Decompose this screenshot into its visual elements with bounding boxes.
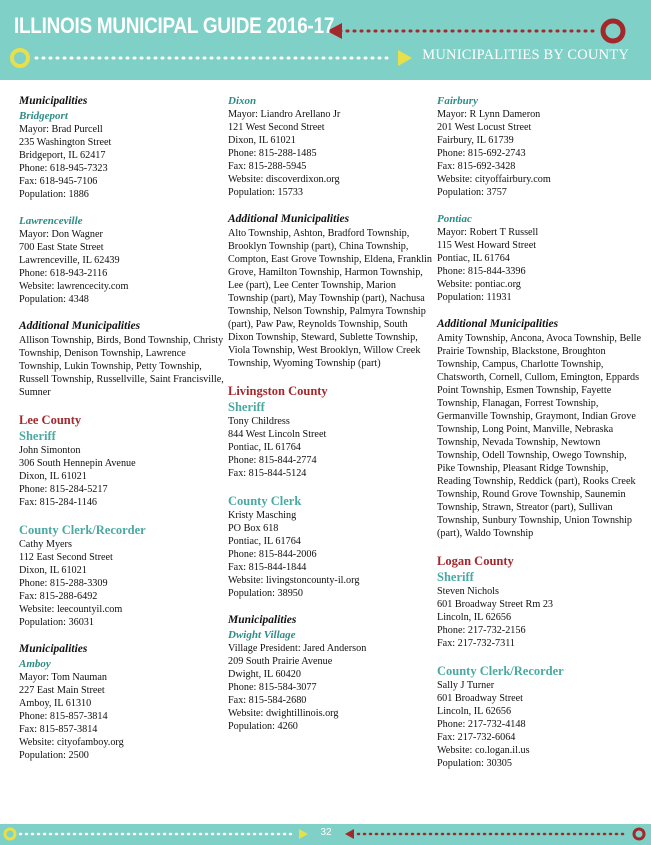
entry-line: Phone: 815-584-3077: [228, 682, 317, 693]
additional-municipalities-list: Alto Township, Ashton, Bradford Township, Brooklyn Township (part), China Township, Compton, East Grove Township, Eldena, Franklin Grove, Hamilton Township, Harmon Township, Lee (part), Lee Center Township, Marion Township (part), May Township (part), Nachusa Township, Nelson Township, Palmyra Township (part), Paw Paw, Reynolds Township, South Dixon Township, Steward, Sublette Township, Viola Township, West Brooklyn, Willow Creek Township, Wyoming Township (part): [228, 228, 432, 369]
page-header: [0, 0, 651, 80]
entry-line: Website: dwightillinois.org: [228, 708, 339, 719]
office-heading: County Clerk/Recorder: [437, 664, 564, 678]
additional-municipalities-list: Allison Township, Birds, Bond Township, Christy Township, Denison Township, Lawrence Township, Lukin Township, Petty Township, Russell Township, Russellville, Saint Francisville, Sumner: [19, 335, 224, 398]
entry-line: Website: cityofamboy.org: [19, 737, 124, 748]
arrow-left-icon: [345, 829, 354, 839]
entry-line: Website: pontiac.org: [437, 279, 521, 290]
entry-line: Population: 4348: [19, 294, 89, 305]
arrow-right-icon: [398, 50, 412, 66]
entry-line: Phone: 815-288-3309: [19, 578, 108, 589]
entry-line: Fax: 815-844-1844: [228, 562, 307, 573]
entry-line: Phone: 618-945-7323: [19, 163, 108, 174]
entry-line: Population: 3757: [437, 187, 507, 198]
entry-line: Phone: 217-732-2156: [437, 625, 526, 636]
municipality-name: Fairbury: [437, 95, 478, 107]
municipality-name: Pontiac: [437, 213, 472, 225]
entry-line: Website: lawrencecity.com: [19, 281, 129, 292]
entry-line: Fax: 815-288-5945: [228, 161, 307, 172]
entry-line: Population: 2500: [19, 750, 89, 761]
entry-line: Pontiac, IL 61764: [228, 536, 301, 547]
column-1: [19, 94, 224, 762]
entry-line: Mayor: Brad Purcell: [19, 124, 103, 135]
entry-line: Phone: 815-288-1485: [228, 148, 317, 159]
county-heading: Logan County: [437, 554, 514, 568]
entry-line: Fax: 815-857-3814: [19, 724, 98, 735]
entry-line: 700 East State Street: [19, 242, 104, 253]
entry-line: Mayor: Robert T Russell: [437, 227, 539, 238]
entry-line: 201 West Locust Street: [437, 122, 532, 133]
entry-line: Cathy Myers: [19, 539, 72, 550]
section-heading: Municipalities: [228, 614, 297, 626]
entry-line: Dixon, IL 61021: [19, 565, 87, 576]
entry-line: Website: co.logan.il.us: [437, 745, 530, 756]
municipality-name: Dixon: [228, 95, 257, 107]
entry-line: Village President: Jared Anderson: [228, 643, 367, 654]
entry-line: John Simonton: [19, 445, 81, 456]
entry-line: Mayor: R Lynn Dameron: [437, 109, 541, 120]
section-heading: Additional Municipalities: [228, 213, 350, 225]
county-heading: Lee County: [19, 413, 82, 427]
entry-line: 115 West Howard Street: [437, 240, 537, 251]
entry-line: Website: discoverdixon.org: [228, 174, 340, 185]
entry-line: Fax: 815-844-5124: [228, 468, 307, 479]
entry-line: Fax: 618-945-7106: [19, 176, 98, 187]
office-heading: Sheriff: [228, 400, 265, 414]
entry-line: Fax: 815-288-6492: [19, 591, 98, 602]
entry-line: Mayor: Tom Nauman: [19, 672, 107, 683]
entry-line: Phone: 815-844-3396: [437, 266, 526, 277]
entry-line: Website: leecountyil.com: [19, 604, 123, 615]
entry-line: Sally J Turner: [437, 680, 495, 691]
county-heading: Livingston County: [228, 384, 328, 398]
entry-line: Mayor: Don Wagner: [19, 229, 103, 240]
entry-line: Fairbury, IL 61739: [437, 135, 514, 146]
entry-line: Phone: 815-284-5217: [19, 484, 108, 495]
office-heading: County Clerk: [228, 494, 302, 508]
entry-line: Population: 4260: [228, 721, 298, 732]
entry-line: Dixon, IL 61021: [228, 135, 296, 146]
entry-line: PO Box 618: [228, 523, 279, 534]
municipality-name: Amboy: [19, 658, 51, 670]
entry-line: Dwight, IL 60420: [228, 669, 301, 680]
entry-line: Fax: 815-284-1146: [19, 497, 98, 508]
ring-icon: [634, 829, 644, 839]
entry-line: Bridgeport, IL 62417: [19, 150, 106, 161]
entry-line: Population: 1886: [19, 189, 89, 200]
entry-line: 844 West Lincoln Street: [228, 429, 327, 440]
entry-line: 235 Washington Street: [19, 137, 112, 148]
entry-line: Kristy Masching: [228, 510, 297, 521]
office-heading: Sheriff: [437, 570, 474, 584]
page-footer: [0, 824, 651, 845]
municipality-name: Dwight Village: [228, 629, 296, 641]
entry-line: 121 West Second Street: [228, 122, 325, 133]
entry-line: Steven Nichols: [437, 586, 499, 597]
entry-line: Phone: 618-943-2116: [19, 268, 108, 279]
ring-icon: [603, 21, 623, 41]
entry-line: Pontiac, IL 61764: [437, 253, 510, 264]
column-3: [437, 94, 642, 770]
entry-line: Population: 38950: [228, 588, 303, 599]
entry-line: 601 Broadway Street Rm 23: [437, 599, 554, 610]
entry-line: Population: 15733: [228, 187, 303, 198]
municipality-name: Bridgeport: [19, 110, 68, 122]
entry-line: Population: 30305: [437, 758, 512, 769]
entry-line: Phone: 815-692-2743: [437, 148, 526, 159]
entry-line: Website: livingstoncounty-il.org: [228, 575, 360, 586]
entry-line: Fax: 815-584-2680: [228, 695, 307, 706]
ring-icon: [12, 50, 28, 66]
arrow-right-icon: [299, 829, 308, 839]
entry-line: Lincoln, IL 62656: [437, 612, 512, 623]
header-decoration: [0, 0, 651, 80]
entry-line: Lawrenceville, IL 62439: [19, 255, 120, 266]
guide-title: ILLINOIS MUNICIPAL GUIDE 2016-17: [14, 13, 335, 38]
section-subtitle: MUNICIPALITIES BY COUNTY: [422, 47, 629, 63]
entry-line: Amboy, IL 61310: [19, 698, 92, 709]
entry-line: Fax: 217-732-7311: [437, 638, 516, 649]
section-heading: Municipalities: [19, 643, 88, 655]
section-heading: Additional Municipalities: [19, 320, 141, 332]
entry-line: 601 Broadway Street: [437, 693, 524, 704]
entry-line: 227 East Main Street: [19, 685, 105, 696]
entry-line: 306 South Hennepin Avenue: [19, 458, 136, 469]
office-heading: County Clerk/Recorder: [19, 523, 146, 537]
entry-line: Pontiac, IL 61764: [228, 442, 301, 453]
office-heading: Sheriff: [19, 429, 56, 443]
ring-icon: [5, 829, 15, 839]
entry-line: Tony Childress: [228, 416, 290, 427]
municipality-name: Lawrenceville: [19, 215, 83, 227]
entry-line: Phone: 217-732-4148: [437, 719, 526, 730]
entry-line: Population: 36031: [19, 617, 94, 628]
section-heading: Municipalities: [19, 95, 88, 107]
entry-line: Population: 11931: [437, 292, 512, 303]
column-2: [228, 94, 433, 733]
entry-line: 209 South Prairie Avenue: [228, 656, 333, 667]
entry-line: Phone: 815-857-3814: [19, 711, 108, 722]
entry-line: Fax: 217-732-6064: [437, 732, 516, 743]
additional-municipalities-list: Amity Township, Ancona, Avoca Township, Belle Prairie Township, Blackstone, Broughton Township, Campus, Charlotte Township, Chatsworth, Cornell, Cullom, Emington, Eppards Point Township, Esmen Township, Fayette Township, Flanagan, Forrest Township, Germanville Township, Graymont, Indian Grove Township, Long Point, Manville, Nebraska Township, Nevada Township, Newtown Township, Odell Township, Owego Township, Pike Township, Pleasant Ridge Township, Reading Township, Reddick (part), Rooks Creek Township, Round Grove Township, Saunemin Township, Strawn, Streator (part), Sullivan Township, Sunbury Township, Union Township (part), Waldo Township: [437, 333, 642, 539]
entry-line: Fax: 815-692-3428: [437, 161, 516, 172]
entry-line: Dixon, IL 61021: [19, 471, 87, 482]
entry-line: 112 East Second Street: [19, 552, 113, 563]
entry-line: Mayor: Liandro Arellano Jr: [228, 109, 341, 120]
entry-line: Phone: 815-844-2006: [228, 549, 317, 560]
section-heading: Additional Municipalities: [437, 318, 559, 330]
entry-line: Phone: 815-844-2774: [228, 455, 317, 466]
page-number: 32: [320, 827, 332, 838]
entry-line: Website: cityoffairbury.com: [437, 174, 551, 185]
entry-line: Lincoln, IL 62656: [437, 706, 512, 717]
